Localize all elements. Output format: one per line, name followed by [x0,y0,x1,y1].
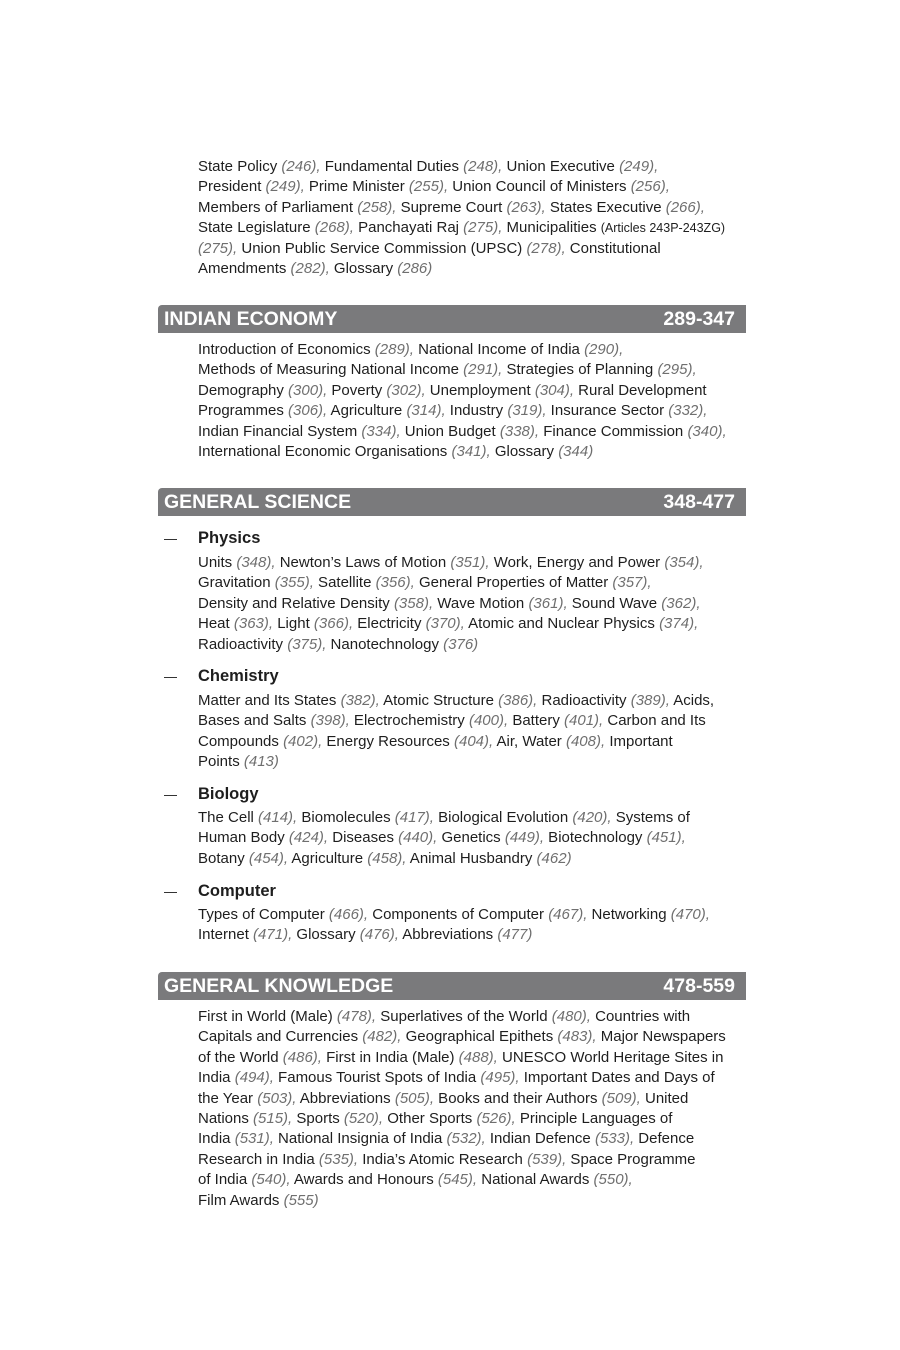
text-line [198,1170,738,1190]
section-page-range: 478-559 [663,974,735,997]
topic-text: Panchayati Raj [353,219,464,237]
text-line [198,614,738,634]
text-line [198,732,738,752]
section-title: GENERAL SCIENCE [164,490,352,513]
topic-text: Geographical Epithets [401,1028,558,1046]
page-reference: (470), [670,906,710,923]
page-reference: (535), [318,1150,359,1168]
page-reference: (408), [565,732,606,750]
topic-text: Industry [445,402,508,420]
page-reference: (357), [612,574,652,592]
page-reference: (555) [283,1191,319,1209]
topic-text: of India [198,1171,252,1189]
page-reference: (258), [357,198,397,216]
topic-text: Countries with [590,1008,691,1025]
topic-text: The Cell [198,809,259,826]
topic-text: Finance Commission [539,422,688,440]
topic-text: Programmes [198,402,289,420]
page-reference: (509), [601,1089,641,1107]
page-reference: (478), [336,1008,377,1025]
page-reference: (370), [425,615,465,633]
page-reference: (402), [283,732,323,750]
topic-text: Heat [198,615,234,633]
page-reference: (344) [558,443,594,461]
page-reference: (306), [288,402,328,420]
page-reference: (494), [234,1069,274,1087]
page-reference: (414), [258,809,298,826]
page-reference: (466), [328,906,369,923]
topic-text: Principle Languages of [515,1110,673,1128]
page-reference: (286) [397,260,433,278]
topic-text: Carbon and Its [603,712,706,730]
page-reference: (462) [536,849,572,867]
topic-text: Major Newspapers [596,1028,726,1046]
page-reference: (495), [480,1069,520,1087]
page-reference: (295), [657,361,697,379]
text-line [198,360,738,380]
bullet-dash [164,539,177,540]
page-reference: (366), [313,615,354,633]
topic-text: State Legislature [198,219,315,237]
topic-text: Nanotechnology [326,635,444,653]
page-reference: (314), [406,402,446,420]
topic-text: Superlatives of the World [376,1008,552,1025]
page-reference: (275), [198,239,238,257]
topic-text: Satellite [313,574,376,592]
topic-text: Unemployment [425,381,535,399]
page-reference: (246), [281,158,321,175]
text-line [198,198,738,218]
topic-text: Types of Computer [198,906,329,923]
topic-text: Networking [587,906,671,923]
topic-text: United [640,1089,689,1107]
page-reference: (386), [498,692,538,709]
page-reference: (540), [251,1171,291,1189]
topic-text: Bases and Salts [198,712,311,730]
page-reference: (355), [274,574,314,592]
topic-text: Supreme Court [396,198,507,216]
page-reference: (356), [375,574,415,592]
page-reference: (300), [288,381,328,399]
topic-text: Light [273,615,314,633]
topic-text: Nations [198,1110,254,1128]
page-reference: (382), [340,692,380,709]
topic-text: State Policy [198,158,282,175]
topic-text: Biotechnology [544,829,647,847]
topic-text: National Awards [477,1171,594,1189]
text-line [198,925,738,945]
page-reference: (454), [248,849,289,867]
topic-text: Atomic Structure [379,692,499,709]
text-line [198,828,738,848]
page-reference: (289), [374,341,414,358]
page-reference: (451), [646,829,686,847]
page-reference: (348), [236,554,276,571]
topic-text: Constitutional [565,239,661,257]
text-line [198,1027,738,1047]
page-reference: (282), [290,260,330,278]
topic-text: the Year [198,1089,258,1107]
text-line [198,442,738,462]
text-line [198,218,738,238]
physics-topics-paragraph [198,553,738,655]
page-reference: (505), [394,1089,435,1107]
page-reference: (531), [234,1130,274,1148]
page-reference: (268), [314,219,354,237]
topic-text: Glossary [292,926,360,944]
text-line [198,340,738,360]
page-reference: (398), [310,712,350,730]
topic-text: Capitals and Currencies [198,1028,363,1046]
topic-text: Agriculture [288,849,368,867]
page-reference: (248), [463,158,503,175]
section-header-indian-economy [158,305,746,333]
economy-topics-paragraph [198,340,738,462]
page-reference: (467), [548,906,588,923]
page-reference: (338), [499,422,540,440]
page-reference: (302), [386,381,426,399]
topic-text: Acids, [669,692,715,709]
topic-text: Union Executive [502,158,620,175]
page-reference: (340), [687,422,727,440]
topic-text: Defence [634,1130,695,1148]
topic-text: Introduction of Economics [198,341,375,358]
page-reference: (361), [528,594,568,612]
bullet-dash [164,892,177,893]
text-line [198,752,738,772]
page-reference: (249), [619,158,659,175]
topic-text: Union Council of Ministers [448,178,631,196]
page-reference: (275), [463,219,503,237]
text-line [198,381,738,401]
topic-text: Compounds [198,732,284,750]
page-reference: (476), [359,926,399,944]
topic-text: Sports [292,1110,344,1128]
text-line [198,594,738,614]
section-page-range: 289-347 [663,307,735,330]
page-reference: (458), [367,849,407,867]
page-reference: (515), [253,1110,293,1128]
topic-text: India [198,1069,235,1087]
text-line [198,635,738,655]
biology-topics-paragraph [198,808,738,869]
page-reference: (354), [664,554,704,571]
topic-text: Awards and Honours [290,1171,438,1189]
topic-text: States Executive [545,198,666,216]
topic-text: Amendments [198,260,291,278]
page-reference: (539), [527,1150,567,1168]
topic-text: Glossary [329,260,398,278]
topic-text: Poverty [327,381,387,399]
subsection-title-biology: Biology [198,785,259,803]
page-reference: (363), [233,615,274,633]
topic-text: Glossary [490,443,559,461]
topic-text: Space Programme [566,1150,696,1168]
topic-text: First in World (Male) [198,1008,337,1025]
text-line [198,849,738,869]
topic-text: Animal Husbandry [406,849,537,867]
topic-text: President [198,178,266,196]
topic-text: Important [605,732,673,750]
topic-text: Genetics [437,829,505,847]
page-reference: (358), [393,594,434,612]
section-header-general-science [158,488,746,516]
page-reference: (550), [593,1171,633,1189]
text-line [198,401,738,421]
article-note: (Articles 243P-243ZG) [600,221,726,236]
topic-text: Prime Minister [304,178,409,196]
section-header-general-knowledge [158,972,746,1000]
topic-text: Electrochemistry [349,712,469,730]
text-line [198,1089,738,1109]
page-reference: (304), [534,381,575,399]
topic-text: India’s Atomic Research [358,1150,528,1168]
topic-text: Union Public Service Commission (UPSC) [237,239,527,257]
text-line [198,422,738,442]
topic-text: Components of Computer [368,906,549,923]
text-line [198,1007,738,1027]
page-reference: (526), [476,1110,516,1128]
page-reference: (256), [630,178,670,196]
topic-text: First in India (Male) [321,1048,459,1066]
polity-topics-paragraph [198,157,738,279]
page-reference: (413) [243,753,279,771]
text-line [198,553,738,573]
topic-text: India [198,1130,235,1148]
topic-text: Rural Development [574,381,707,399]
text-line [198,1048,738,1068]
page-reference: (424), [288,829,329,847]
topic-text: Internet [198,926,254,944]
page-reference: (341), [451,443,491,461]
topic-text: Wave Motion [433,594,529,612]
page-reference: (404), [453,732,494,750]
page-reference: (488), [458,1048,498,1066]
topic-text: Indian Financial System [198,422,362,440]
topic-text: Systems of [611,809,690,826]
topic-text: National Income of India [413,341,585,358]
page-reference: (249), [265,178,305,196]
page-reference: (291), [463,361,503,379]
text-line [198,905,738,925]
bullet-dash [164,677,177,678]
page-reference: (375), [287,635,327,653]
page-reference: (319), [507,402,547,420]
topic-text: Density and Relative Density [198,594,394,612]
subsection-title-physics: Physics [198,529,261,547]
topic-text: Radioactivity [537,692,631,709]
text-line [198,177,738,197]
topic-text: Other Sports [383,1110,477,1128]
page-reference: (334), [361,422,401,440]
page-reference: (374), [659,615,699,633]
page-reference: (503), [257,1089,297,1107]
page-reference: (420), [572,809,612,826]
topic-text: Fundamental Duties [320,158,464,175]
topic-text: Indian Defence [485,1130,595,1148]
topic-text: Demography [198,381,289,399]
page-reference: (482), [362,1028,402,1046]
topic-text: Newton’s Laws of Motion [275,554,451,571]
page-reference: (471), [253,926,293,944]
topic-text: Important Dates and Days of [519,1069,715,1087]
text-line [198,239,738,259]
topic-text: Municipalities [502,219,601,237]
section-page-range: 348-477 [663,490,735,513]
topic-text: Air, Water [493,732,566,750]
page-reference: (440), [398,829,438,847]
topic-text: of the World [198,1048,283,1066]
page-reference: (532), [446,1130,486,1148]
topic-text: Points [198,753,244,771]
topic-text: Film Awards [198,1191,284,1209]
topic-text: Work, Energy and Power [489,554,665,571]
page-reference: (389), [630,692,670,709]
topic-text: Botany [198,849,249,867]
topic-text: Atomic and Nuclear Physics [464,615,660,633]
topic-text: National Insignia of India [273,1130,447,1148]
page-reference: (483), [557,1028,597,1046]
topic-text: Agriculture [327,402,407,420]
page-reference: (290), [584,341,624,358]
topic-text: Abbreviations [398,926,498,944]
page-reference: (278), [526,239,566,257]
topic-text: Human Body [198,829,289,847]
page-reference: (255), [408,178,449,196]
page-reference: (362), [661,594,701,612]
page-reference: (520), [343,1110,384,1128]
topic-text: Strategies of Planning [502,361,658,379]
page-reference: (401), [564,712,604,730]
topic-text: Gravitation [198,574,275,592]
text-line [198,259,738,279]
topic-text: Radioactivity [198,635,288,653]
topic-text: Units [198,554,237,571]
text-line [198,1191,738,1211]
text-line [198,1109,738,1129]
topic-text: Books and their Authors [434,1089,602,1107]
page-reference: (545), [437,1171,478,1189]
page-reference: (477) [497,926,533,944]
topic-text: Famous Tourist Spots of India [273,1069,481,1087]
text-line [198,1150,738,1170]
computer-topics-paragraph [198,905,738,946]
topic-text: Union Budget [400,422,500,440]
topic-text: Insurance Sector [546,402,669,420]
page-reference: (533), [594,1130,635,1148]
topic-text: Diseases [328,829,399,847]
page-reference: (400), [468,712,509,730]
text-line [198,691,738,711]
topic-text: General Properties of Matter [414,574,613,592]
gk-topics-paragraph [198,1007,738,1211]
topic-text: Sound Wave [567,594,662,612]
topic-text: Battery [508,712,565,730]
page-reference: (449), [504,829,545,847]
text-line [198,157,738,177]
topic-text: Energy Resources [322,732,454,750]
text-line [198,808,738,828]
section-title: INDIAN ECONOMY [164,307,338,330]
topic-text: International Economic Organisations [198,443,452,461]
page-reference: (263), [506,198,546,216]
topic-text: UNESCO World Heritage Sites in [497,1048,724,1066]
page-reference: (332), [668,402,708,420]
page-reference: (376) [443,635,479,653]
topic-text: Methods of Measuring National Income [198,361,464,379]
subsection-title-computer: Computer [198,882,276,900]
text-line [198,573,738,593]
bullet-dash [164,795,177,796]
page-reference: (266), [665,198,705,216]
section-title: GENERAL KNOWLEDGE [164,974,394,997]
text-line [198,711,738,731]
page-reference: (486), [282,1048,322,1066]
chemistry-topics-paragraph [198,691,738,773]
page-reference: (417), [394,809,434,826]
topic-text: Electricity [353,615,426,633]
topic-text: Biological Evolution [433,809,573,826]
text-line [198,1068,738,1088]
subsection-title-chemistry: Chemistry [198,667,279,685]
topic-text: Biomolecules [297,809,395,826]
text-line [198,1129,738,1149]
topic-text: Abbreviations [296,1089,395,1107]
topic-text: Matter and Its States [198,692,341,709]
page-reference: (480), [551,1008,591,1025]
topic-text: Members of Parliament [198,198,358,216]
page-reference: (351), [450,554,490,571]
topic-text: Research in India [198,1150,319,1168]
